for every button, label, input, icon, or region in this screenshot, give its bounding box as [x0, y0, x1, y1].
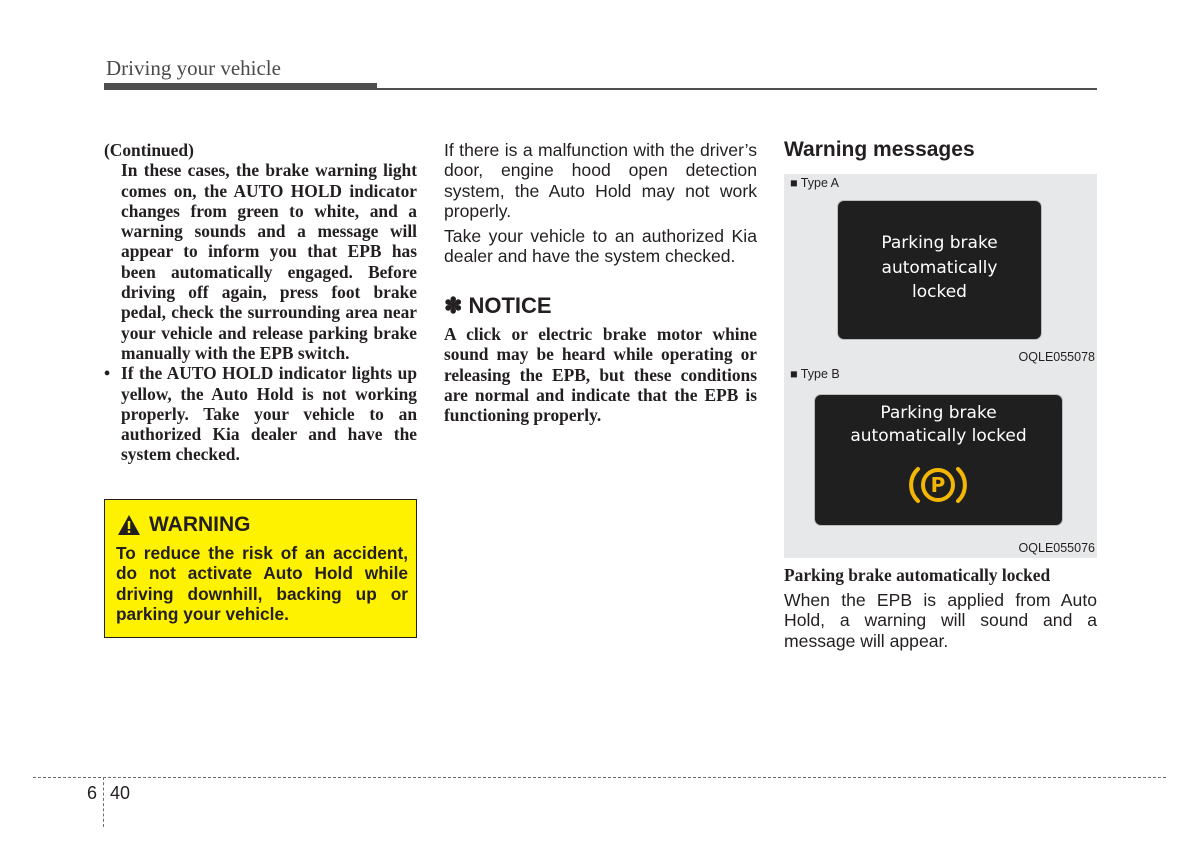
warning-box: [104, 499, 417, 638]
header-rule-thin: [377, 88, 1097, 90]
display-a-line2: automatically: [881, 257, 998, 278]
display-a-line1: Parking brake: [881, 233, 998, 253]
figure-type-b: [784, 365, 1097, 558]
figure-b-label: ■ Type B: [790, 367, 840, 381]
column-left: [104, 140, 417, 465]
header-rule-thick: [104, 83, 377, 90]
caption-title: Parking brake automatically locked: [784, 565, 1051, 585]
figure-b-code: OQLE055076: [1018, 541, 1095, 555]
footer-rule: [33, 777, 1166, 778]
footer-divider: [103, 777, 104, 827]
column-middle: [444, 140, 757, 272]
chapter-number: 6: [87, 783, 98, 803]
figure-a-code: OQLE055078: [1018, 350, 1095, 364]
section-title: Driving your vehicle: [106, 56, 281, 80]
figure-a-label: ■ Type A: [790, 176, 840, 190]
continued-label: (Continued): [104, 140, 194, 160]
parking-brake-icon: [906, 463, 970, 507]
cluster-display-b: [815, 395, 1062, 525]
notice-text: A click or electric brake motor whine sound may be heard while operating or releasing the EPB, but these conditions are normal and indicate that the EPB is functioning properly.: [444, 324, 757, 426]
caption-text: When the EPB is applied from Auto Hold, a warning will sound and a message will appear.: [784, 590, 1097, 651]
warning-text: To reduce the risk of an accident, do not activate Auto Hold while driving downhill, backing up or parking your vehicle.: [116, 543, 408, 624]
malfunction-paragraph: If there is a malfunction with the driver’s door, engine hood open detection system, the Auto Hold may not work properly.: [444, 140, 757, 221]
warning-messages-heading: Warning messages: [784, 138, 975, 161]
display-b-line2: automatically locked: [850, 426, 1027, 446]
bullet-marker: •: [104, 363, 111, 384]
figure-type-a: [784, 174, 1097, 367]
warning-triangle-icon: [117, 514, 141, 536]
notice-title-text: NOTICE: [468, 293, 552, 318]
page-number: 40: [110, 783, 131, 803]
display-b-line1: Parking brake: [880, 403, 997, 423]
display-a-message: [838, 231, 1041, 305]
auto-hold-yellow-bullet: [104, 363, 417, 464]
cluster-display-a: [838, 201, 1041, 339]
display-b-message: [815, 402, 1062, 448]
display-a-line3: locked: [912, 282, 967, 302]
parking-brake-icon-letter: P: [930, 473, 946, 497]
epb-engaged-paragraph: In these cases, the brake warning light comes on, the AUTO HOLD indicator changes from green to white, and a warning sounds and a message will appear to inform you that EPB has been automatically engaged. Before driving off again, press foot brake pedal, check the surrounding area near your vehicle and release parking brake manually with the EPB switch.: [121, 160, 417, 363]
bullet-text: If the AUTO HOLD indicator lights up yellow, the Auto Hold is not working properly. Take your vehicle to an authorized Kia dealer and have the system checked.: [121, 363, 417, 465]
warning-title-text: WARNING: [149, 513, 251, 536]
dealer-paragraph: Take your vehicle to an authorized Kia dealer and have the system checked.: [444, 226, 757, 267]
notice-star-icon: ✽: [444, 293, 463, 318]
warning-title: [117, 513, 251, 537]
notice-title: [444, 293, 552, 319]
